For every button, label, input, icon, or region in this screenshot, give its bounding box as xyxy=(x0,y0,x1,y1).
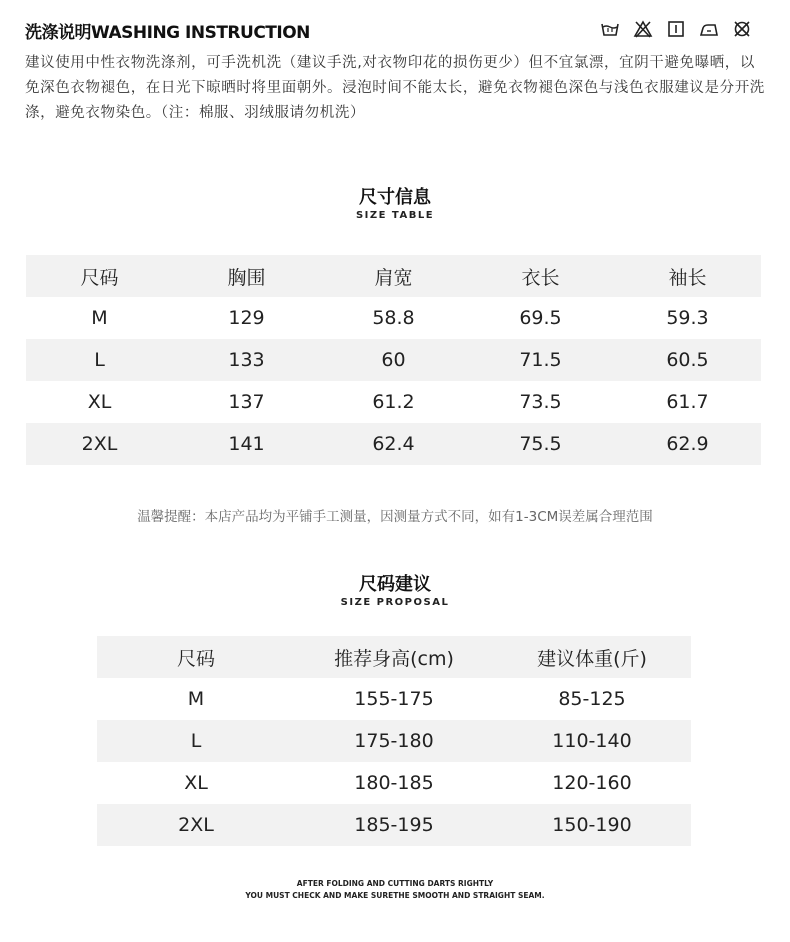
care-icons xyxy=(600,19,752,39)
table-cell: 60 xyxy=(320,339,467,381)
table-cell: 61.7 xyxy=(666,391,709,413)
tumble-dry-icon xyxy=(666,19,686,39)
size-table-title-en: SIZE TABLE xyxy=(355,210,435,221)
table-cell: M xyxy=(91,307,108,329)
table-header-cell: 袖长 xyxy=(614,255,761,297)
table-cell: 175-180 xyxy=(295,720,493,762)
measurement-reminder: 温馨提醒：本店产品均为平铺手工测量，因测量方式不同，如有1-3CM误差属合理范围 xyxy=(137,509,653,525)
table-cell: 141 xyxy=(173,423,320,465)
washing-title: 洗涤说明WASHING INSTRUCTION xyxy=(25,23,310,43)
table-cell: 85-125 xyxy=(558,688,626,710)
table-cell: L xyxy=(26,339,173,381)
table-header-cell: 推荐身高(cm) xyxy=(295,636,493,678)
footer-line-2: YOU MUST CHECK AND MAKE SURETHE SMOOTH AND STRAIGHT SEAM. xyxy=(245,891,545,900)
washing-instruction-text: 建议使用中性衣物洗涤剂，可手洗机洗（建议手洗,对衣物印花的损伤更少）但不宜氯漂，宜阴干避免曝晒，以免深色衣物褪色，在日光下晾晒时将里面朝外。浸泡时间不能太长，避免衣物褪色深色与浅色衣服建议是分开洗涤，避免衣物染色。（注：棉服、羽绒服请勿机洗） xyxy=(25,55,765,121)
table-header-cell: 尺码 xyxy=(26,255,173,297)
table-header-row xyxy=(26,255,761,297)
table-row xyxy=(26,339,761,381)
table-cell: 155-175 xyxy=(354,688,434,710)
table-row xyxy=(97,762,691,804)
table-cell: 180-185 xyxy=(354,772,434,794)
table-cell: 133 xyxy=(173,339,320,381)
table-cell: 69.5 xyxy=(519,307,562,329)
table-row xyxy=(26,297,761,339)
size-proposal-table xyxy=(97,636,691,846)
table-row xyxy=(97,720,691,762)
table-cell: 58.8 xyxy=(372,307,415,329)
table-cell: 150-190 xyxy=(493,804,691,846)
footer-note xyxy=(0,878,790,902)
table-cell: L xyxy=(97,720,295,762)
table-cell: XL xyxy=(184,772,208,794)
table-cell: 110-140 xyxy=(493,720,691,762)
size-proposal-heading xyxy=(0,574,790,610)
table-cell: 61.2 xyxy=(372,391,415,413)
no-dry-clean-icon xyxy=(732,19,752,39)
wash-30-icon xyxy=(600,19,620,39)
table-cell: 2XL xyxy=(97,804,295,846)
table-header-cell: 尺码 xyxy=(97,636,295,678)
footer-line-1: AFTER FOLDING AND CUTTING DARTS RIGHTLY xyxy=(296,879,494,888)
table-cell: 137 xyxy=(228,391,265,413)
size-table-title-zh: 尺寸信息 xyxy=(359,187,431,208)
table-cell: 120-160 xyxy=(552,772,632,794)
table-row xyxy=(26,381,761,423)
size-proposal-title-zh: 尺码建议 xyxy=(359,574,431,595)
table-cell: 2XL xyxy=(26,423,173,465)
table-cell: 71.5 xyxy=(467,339,614,381)
size-table xyxy=(26,255,761,465)
table-header-cell: 胸围 xyxy=(173,255,320,297)
table-header-cell: 衣长 xyxy=(467,255,614,297)
size-table-heading xyxy=(0,187,790,223)
table-row xyxy=(97,804,691,846)
table-row xyxy=(97,678,691,720)
table-cell: 129 xyxy=(228,307,265,329)
table-header-cell: 建议体重(斤) xyxy=(493,636,691,678)
table-header-cell: 肩宽 xyxy=(320,255,467,297)
size-proposal-title-en: SIZE PROPOSAL xyxy=(340,597,450,608)
no-bleach-icon xyxy=(633,19,653,39)
table-cell: 60.5 xyxy=(614,339,761,381)
table-cell: M xyxy=(187,688,205,710)
table-cell: 73.5 xyxy=(519,391,562,413)
table-cell: 75.5 xyxy=(467,423,614,465)
table-cell: 62.4 xyxy=(320,423,467,465)
table-cell: 185-195 xyxy=(295,804,493,846)
table-cell: XL xyxy=(87,391,112,413)
table-cell: 59.3 xyxy=(666,307,709,329)
table-cell: 62.9 xyxy=(614,423,761,465)
iron-low-icon xyxy=(699,19,719,39)
table-row xyxy=(26,423,761,465)
table-header-row xyxy=(97,636,691,678)
